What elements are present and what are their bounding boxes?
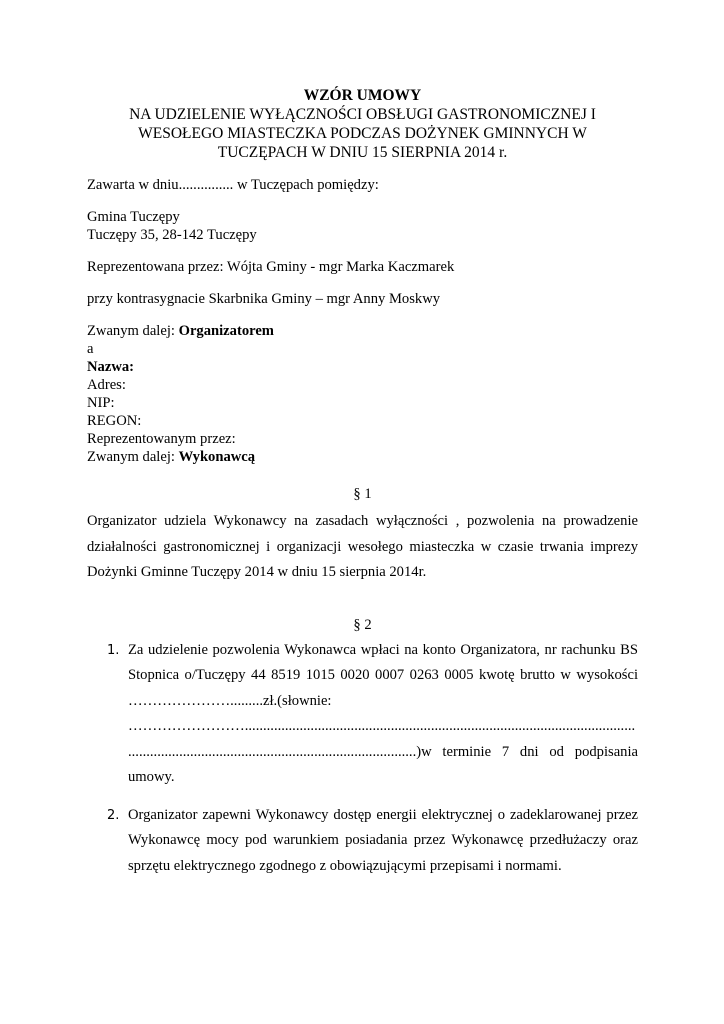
list-item xyxy=(87,638,638,791)
section1-heading: § 1 xyxy=(353,486,372,502)
party1-name: Gmina Tuczępy xyxy=(87,209,180,225)
party1-called-prefix: Zwanym dalej: xyxy=(87,323,179,339)
list-item-line: Stopnica o/Tuczępy 44 8519 1015 0020 0007 0263 0005 kwotę brutto w wysokości xyxy=(128,667,638,683)
list-item xyxy=(87,803,638,880)
list-item-line: Organizator zapewni Wykonawcy dostęp energii elektrycznej o zadeklarowanej przez xyxy=(128,806,638,823)
party2-regon-label: REGON: xyxy=(87,413,142,429)
list-item-line: ……………………........................................................................................................... xyxy=(128,718,636,734)
list-item-line: umowy. xyxy=(128,769,175,785)
document-page xyxy=(87,86,638,879)
party1-address: Tuczępy 35, 28-142 Tuczępy xyxy=(87,227,257,243)
title-line-2: WESOŁEGO MIASTECZKA PODCZAS DOŻYNEK GMINNYCH W xyxy=(138,125,587,142)
list-item-line: ………………….........zł.(słownie: xyxy=(128,692,332,709)
section2-list xyxy=(87,638,638,880)
title-main: WZÓR UMOWY xyxy=(303,87,422,104)
document-title xyxy=(87,86,638,162)
party1-called xyxy=(87,322,638,340)
party2-name-label: Nazwa: xyxy=(87,359,135,375)
party1-called-role: Organizatorem xyxy=(178,323,274,339)
list-item-line: ...............................................................................)w terminie 7 dni od podpisania xyxy=(128,743,638,760)
party1-countersign: przy kontrasygnacie Skarbnika Gminy – mgr Anny Moskwy xyxy=(87,291,441,307)
list-item-line: Wykonawcę mocy pod warunkiem posiadania przez Wykonawcę przedłużaczy oraz xyxy=(128,832,638,848)
section1-line-2: działalności gastronomicznej i organizacji wesołego miasteczka w czasie trwania imprezy xyxy=(87,538,638,555)
list-item-number: 1. xyxy=(107,642,120,658)
conjunction: a xyxy=(87,341,94,357)
section1-line-3: Dożynki Gminne Tuczępy 2014 w dniu 15 sierpnia 2014r. xyxy=(87,564,427,580)
title-line-1: NA UDZIELENIE WYŁĄCZNOŚCI OBSŁUGI GASTRONOMICZNEJ I xyxy=(129,106,596,123)
party2-nip-label: NIP: xyxy=(87,395,115,411)
list-item-line: Za udzielenie pozwolenia Wykonawca wpłaci na konto Organizatora, nr rachunku BS xyxy=(128,641,638,658)
party2-called-prefix: Zwanym dalej: xyxy=(87,449,179,465)
list-item-line: sprzętu elektrycznego zgodnego z obowiązującymi przepisami i normami. xyxy=(128,857,562,874)
party2-represented-label: Reprezentowanym przez: xyxy=(87,431,236,447)
title-line-3: TUCZĘPACH W DNIU 15 SIERPNIA 2014 r. xyxy=(217,144,508,161)
party1-represented: Reprezentowana przez: Wójta Gminy - mgr Marka Kaczmarek xyxy=(87,259,455,275)
section1-body xyxy=(87,509,638,586)
section1-line-1: Organizator udziela Wykonawcy na zasadach wyłączności , pozwolenia na prowadzenie xyxy=(87,513,638,529)
party2-address-label: Adres: xyxy=(87,377,126,393)
intro-text: Zawarta w dniu............... w Tuczępach pomiędzy: xyxy=(87,177,379,193)
section2-heading: § 2 xyxy=(353,616,372,633)
list-item-number: 2. xyxy=(107,807,120,823)
party2-called-role: Wykonawcą xyxy=(178,449,256,465)
party2-called xyxy=(87,448,638,466)
